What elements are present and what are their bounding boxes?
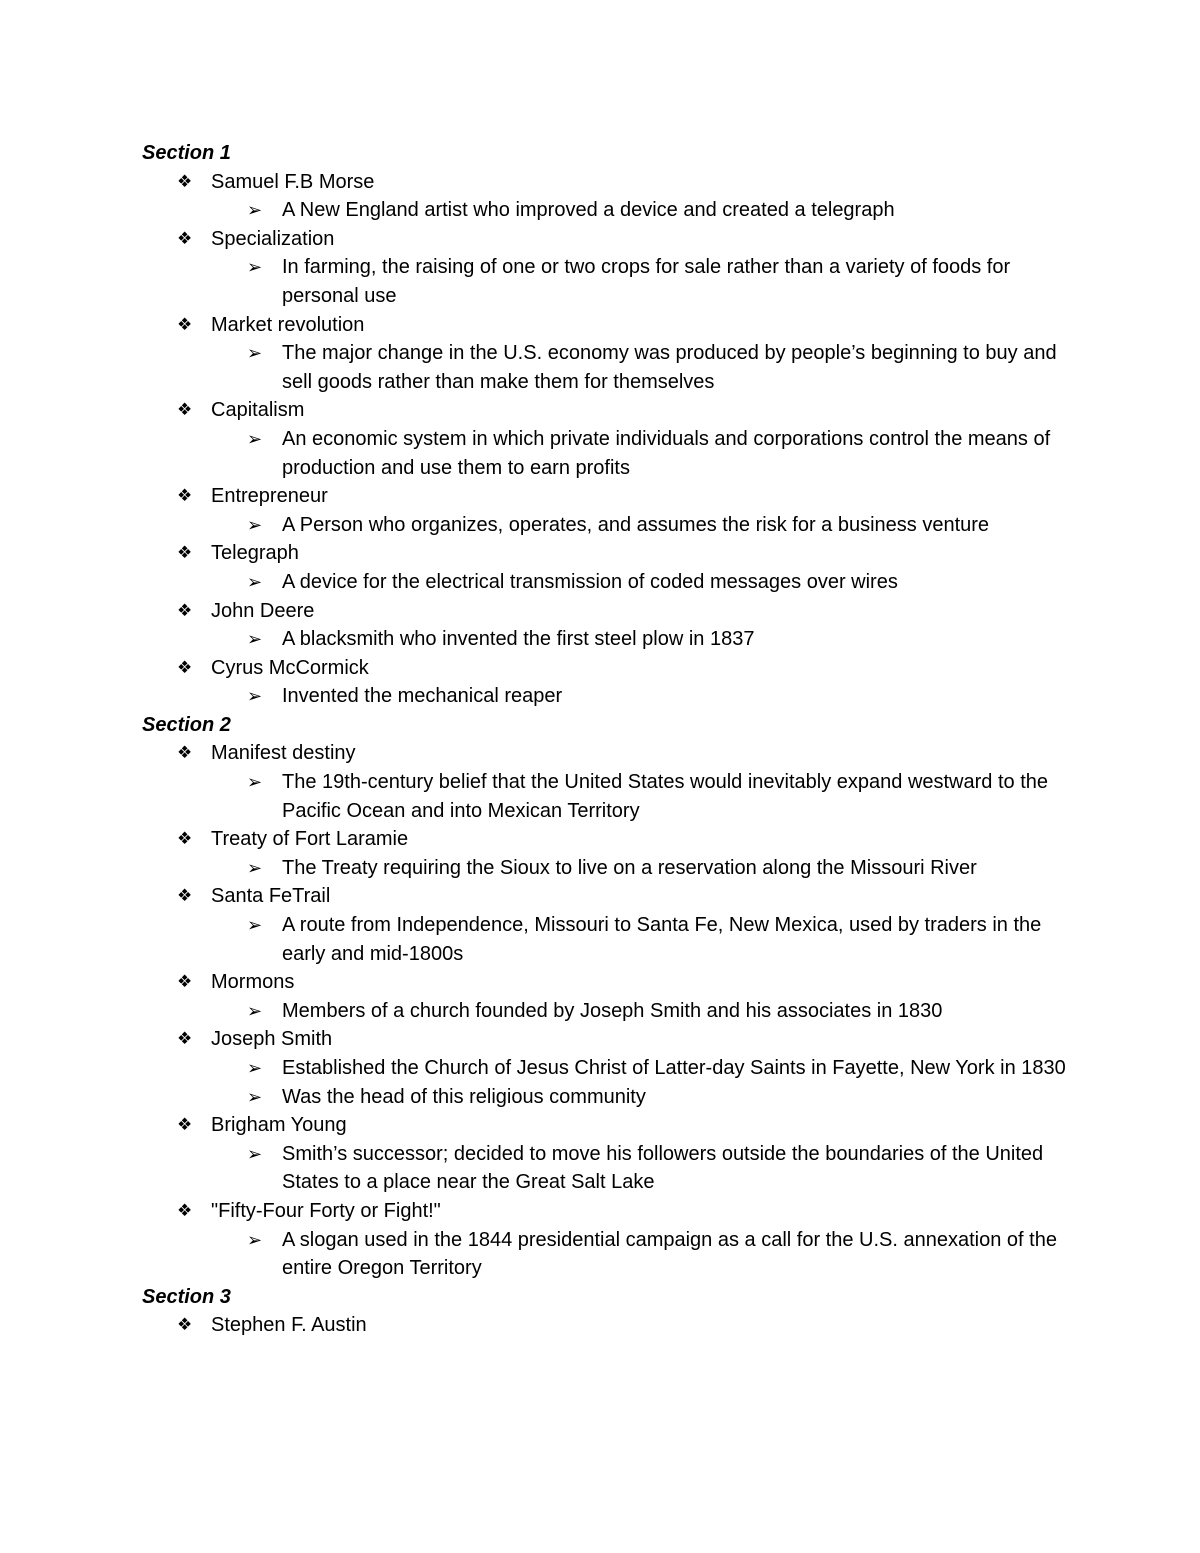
- term-item: [0, 825, 1200, 854]
- definition-item: [0, 425, 1072, 482]
- definition-text: An economic system in which private individuals and corporations control the means of production and use them to earn profits: [282, 427, 1051, 479]
- arrow-bullet-icon: ➢: [247, 1086, 263, 1107]
- diamond-bullet-icon: ❖: [177, 1029, 193, 1049]
- diamond-bullet-icon: ❖: [177, 972, 193, 992]
- term-text: John Deere: [211, 599, 315, 622]
- term-item: [0, 482, 1200, 511]
- term-item: [0, 396, 1200, 425]
- arrow-bullet-icon: ➢: [247, 686, 263, 707]
- term-item: [0, 168, 1200, 197]
- definition-text: In farming, the raising of one or two crops for sale rather than a variety of foods for personal use: [282, 256, 1011, 307]
- arrow-bullet-icon: ➢: [247, 571, 263, 592]
- arrow-bullet-icon: ➢: [247, 857, 263, 878]
- definition-text: A blacksmith who invented the first steel plow in 1837: [282, 628, 755, 651]
- diamond-bullet-icon: ❖: [177, 829, 193, 849]
- definition-item: [0, 682, 1072, 711]
- term-text: "Fifty-Four Forty or Fight!": [211, 1199, 441, 1222]
- term-text: Treaty of Fort Laramie: [211, 828, 409, 851]
- term-item: [0, 225, 1200, 254]
- definition-item: [0, 625, 1072, 654]
- arrow-bullet-icon: ➢: [247, 629, 263, 650]
- section-heading: Section 2: [142, 713, 231, 736]
- definition-text: A Person who organizes, operates, and assumes the risk for a business venture: [282, 513, 990, 536]
- term-item: [0, 739, 1200, 768]
- definition-item: [0, 196, 1072, 225]
- definition-item: [0, 568, 1072, 597]
- arrow-bullet-icon: ➢: [247, 514, 263, 535]
- diamond-bullet-icon: ❖: [177, 400, 193, 420]
- definition-item: [0, 339, 1072, 396]
- term-item: [0, 1197, 1200, 1226]
- arrow-bullet-icon: ➢: [247, 428, 263, 449]
- definition-text: A New England artist who improved a device and created a telegraph: [282, 199, 895, 222]
- arrow-bullet-icon: ➢: [247, 1000, 263, 1021]
- term-text: Mormons: [211, 971, 295, 994]
- definition-item: [0, 253, 1072, 310]
- diamond-bullet-icon: ❖: [177, 314, 193, 334]
- term-text: Brigham Young: [211, 1114, 347, 1137]
- definition-item: [0, 768, 1072, 825]
- term-text: Capitalism: [211, 399, 305, 422]
- section-heading: Section 3: [142, 1285, 231, 1308]
- term-item: [0, 1025, 1200, 1054]
- section-heading: Section 1: [142, 142, 231, 164]
- term-text: Telegraph: [211, 542, 299, 565]
- definition-text: A slogan used in the 1844 presidential campaign as a call for the U.S. annexation of the entire Oregon Territory: [282, 1228, 1057, 1280]
- term-item: [0, 882, 1200, 911]
- term-text: Cyrus McCormick: [211, 656, 369, 679]
- diamond-bullet-icon: ❖: [177, 228, 193, 248]
- term-item: [0, 597, 1200, 626]
- arrow-bullet-icon: ➢: [247, 1229, 263, 1250]
- definition-item: [0, 1226, 1072, 1283]
- definition-text: A route from Independence, Missouri to Santa Fe, New Mexica, used by traders in the early and mid-1800s: [282, 914, 1042, 965]
- definition-item: [0, 1140, 1072, 1197]
- diamond-bullet-icon: ❖: [177, 1315, 193, 1335]
- term-item: [0, 654, 1200, 683]
- term-item: [0, 539, 1200, 568]
- definition-item: [0, 854, 1072, 883]
- term-text: Manifest destiny: [211, 742, 356, 765]
- document-page: [0, 139, 1200, 1340]
- term-item: [0, 1111, 1200, 1140]
- term-item: [0, 1311, 1200, 1340]
- definition-text: Smith’s successor; decided to move his followers outside the boundaries of the United States to a place near the Great Salt Lake: [282, 1142, 1044, 1194]
- diamond-bullet-icon: ❖: [177, 600, 193, 620]
- definition-text: Members of a church founded by Joseph Smith and his associates in 1830: [282, 999, 943, 1022]
- diamond-bullet-icon: ❖: [177, 486, 193, 506]
- diamond-bullet-icon: ❖: [177, 886, 193, 906]
- diamond-bullet-icon: ❖: [177, 657, 193, 677]
- diamond-bullet-icon: ❖: [177, 1200, 193, 1220]
- definition-item: [0, 1054, 1072, 1083]
- definition-item: [0, 1083, 1072, 1112]
- arrow-bullet-icon: ➢: [247, 915, 263, 936]
- diamond-bullet-icon: ❖: [177, 1115, 193, 1135]
- diamond-bullet-icon: ❖: [177, 543, 193, 563]
- arrow-bullet-icon: ➢: [247, 1058, 263, 1078]
- definition-item: [0, 911, 1072, 968]
- definition-text: The major change in the U.S. economy was produced by people’s beginning to buy and sell goods rather than make them for themselves: [282, 342, 1057, 393]
- diamond-bullet-icon: ❖: [177, 743, 193, 763]
- term-item: [0, 311, 1200, 340]
- term-text: Specialization: [211, 227, 335, 250]
- term-text: Joseph Smith: [211, 1028, 333, 1051]
- term-text: Samuel F.B Morse: [211, 170, 375, 193]
- definition-item: [0, 511, 1072, 540]
- term-item: [0, 968, 1200, 997]
- definition-text: The 19th-century belief that the United States would inevitably expand westward to the Pacific Ocean and into Mexican Territory: [282, 771, 1049, 822]
- definition-text: The Treaty requiring the Sioux to live on a reservation along the Missouri River: [282, 856, 977, 879]
- term-text: Stephen F. Austin: [211, 1314, 367, 1337]
- arrow-bullet-icon: ➢: [247, 257, 263, 278]
- definition-item: [0, 997, 1072, 1026]
- definition-text: Was the head of this religious community: [282, 1085, 646, 1108]
- definition-text: A device for the electrical transmission of coded messages over wires: [282, 570, 898, 593]
- term-text: Market revolution: [211, 313, 365, 336]
- diamond-bullet-icon: ❖: [177, 171, 193, 191]
- arrow-bullet-icon: ➢: [247, 772, 263, 793]
- arrow-bullet-icon: ➢: [247, 343, 263, 364]
- arrow-bullet-icon: ➢: [247, 200, 263, 221]
- term-text: Entrepreneur: [211, 485, 328, 508]
- definition-text: Established the Church of Jesus Christ of Latter-day Saints in Fayette, New York in 1830: [282, 1057, 1066, 1079]
- term-text: Santa FeTrail: [211, 885, 331, 908]
- arrow-bullet-icon: ➢: [247, 1143, 263, 1164]
- definition-text: Invented the mechanical reaper: [282, 685, 563, 708]
